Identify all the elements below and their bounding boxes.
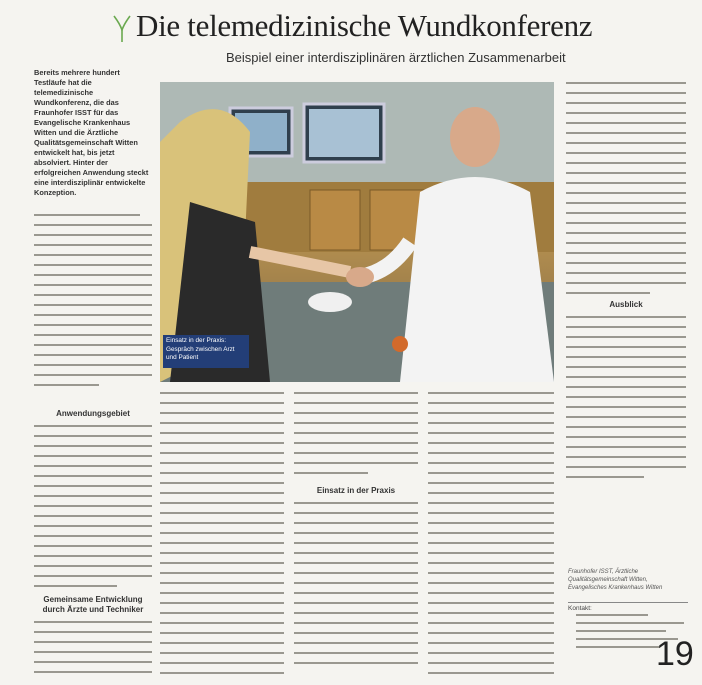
- article-lead: Bereits mehrere hundert Testläufe hat die telemedizinische Wundkonferenz, die das Fraunhofer ISST für das Evangelische Krankenhaus Witten und die Ärztliche Qualitätsgemeinschaft Witten entwickelt hat, bis jetzt absolviert. Hinter der erfolgreichen Anwendung steckt eine interdisziplinär entwickelte Konzeption.: [34, 68, 149, 197]
- body-text-col1-top: [34, 214, 152, 394]
- heading-einsatz-in-der-praxis: Einsatz in der Praxis: [316, 486, 396, 495]
- heading-anwendungsgebiet: Anwendungsgebiet: [56, 409, 130, 418]
- contact-label: Kontakt:: [568, 605, 592, 612]
- body-text-col1-bottom: [34, 621, 152, 681]
- page-number: 19: [656, 635, 694, 673]
- isst-logo-icon: [112, 14, 132, 44]
- photo-caption: Einsatz in der Praxis: Gespräch zwischen Arzt und Patient: [163, 335, 249, 368]
- article-subtitle: Beispiel einer interdisziplinären ärztlichen Zusammenarbeit: [226, 50, 566, 65]
- body-text-col1-mid: [34, 425, 152, 595]
- side-caption: Fraunhofer ISST, Ärztliche Qualitätsgemeinschaft Witten, Evangelisches Krankenhaus Witten: [568, 569, 663, 591]
- body-text-col2: [160, 392, 284, 682]
- body-text-col5-bottom: [566, 316, 686, 486]
- body-text-col4: [428, 392, 554, 682]
- heading-gemeinsame-entwicklung: Gemeinsame Entwicklung durch Ärzte und Techniker: [42, 595, 144, 614]
- body-text-col3-top: [294, 392, 418, 482]
- body-text-col3-bottom: [294, 502, 418, 672]
- body-text-col5-top: [566, 82, 686, 302]
- article-title: Die telemedizinische Wundkonferenz: [136, 8, 593, 43]
- heading-ausblick: Ausblick: [609, 300, 643, 309]
